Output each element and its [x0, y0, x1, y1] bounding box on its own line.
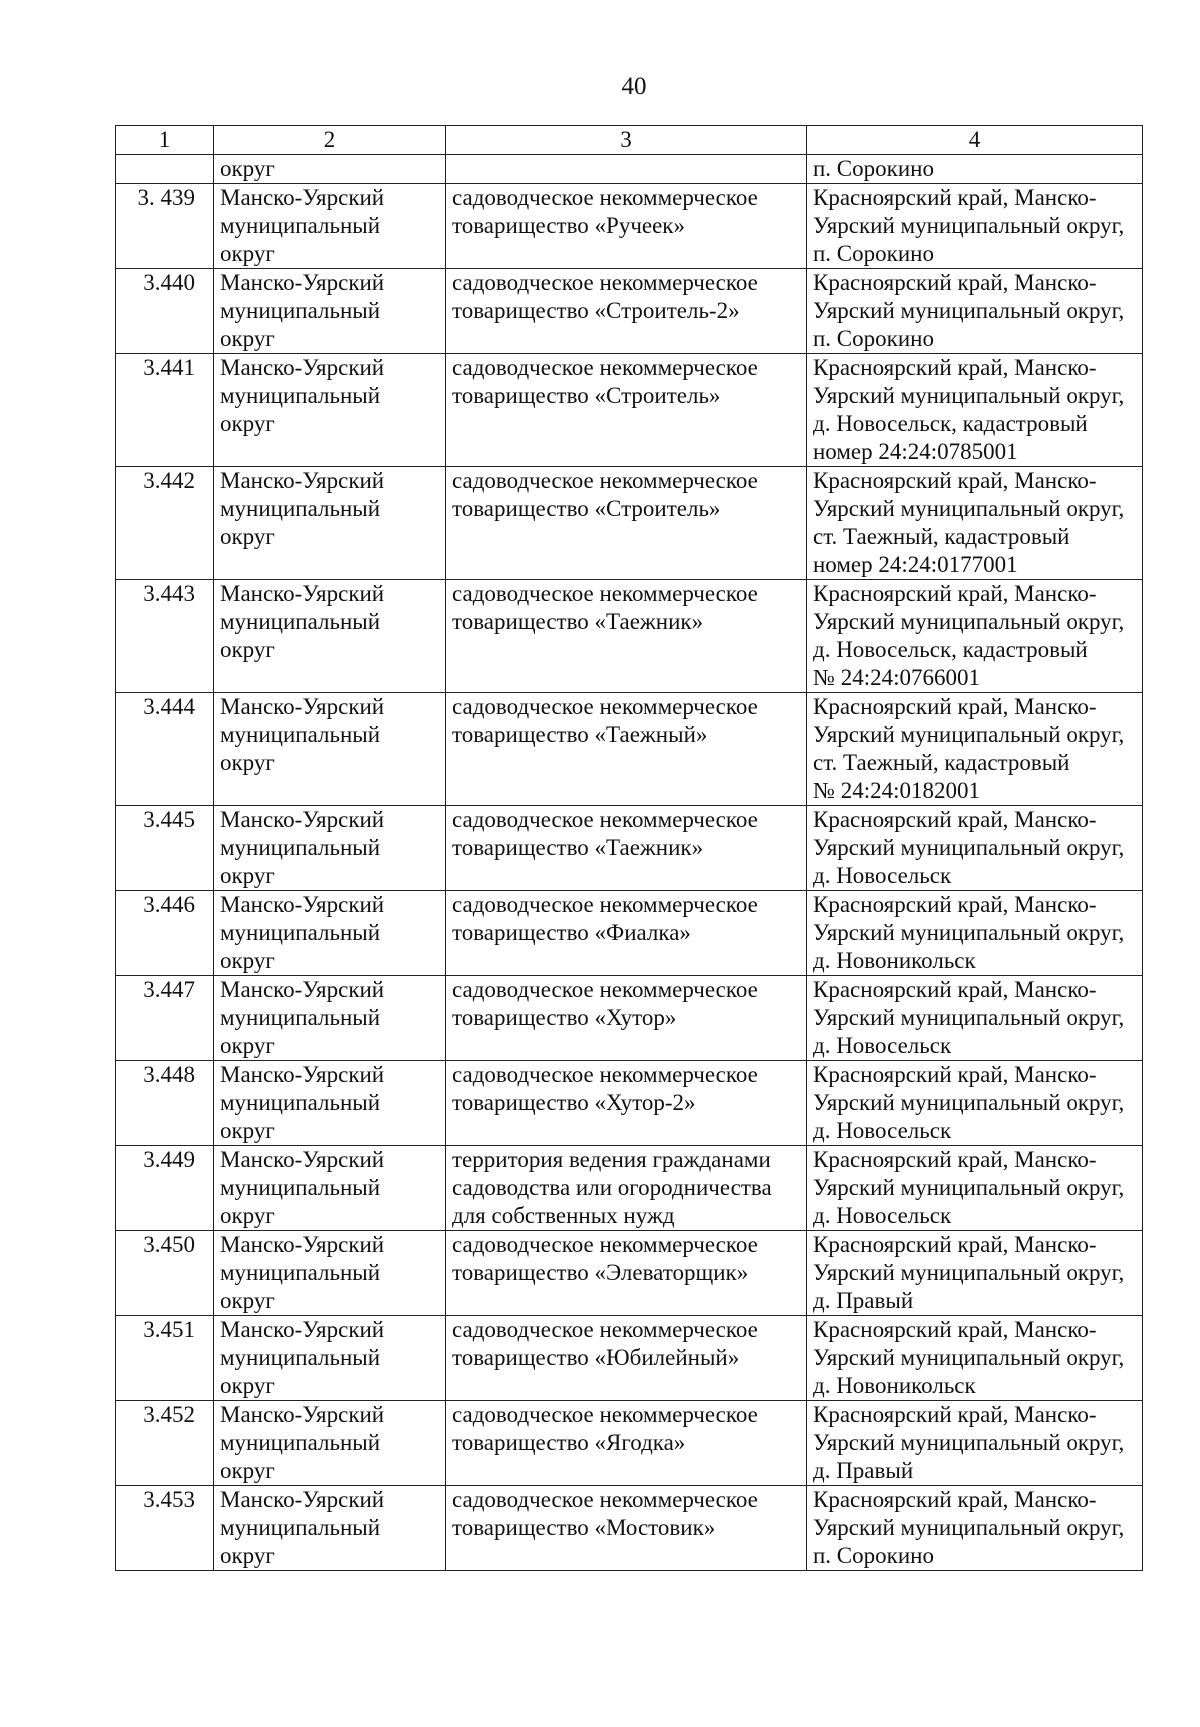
cell-number: 3.444	[116, 693, 214, 806]
cell-name: территория ведения гражданами садоводства или огородничества для собственных нужд	[446, 1146, 807, 1231]
cell-address: Красноярский край, Манско- Уярский муниципальный округ, д. Правый	[807, 1231, 1143, 1316]
cell-district: Манско-Уярский муниципальный округ	[214, 1486, 446, 1571]
cell-number: 3.452	[116, 1401, 214, 1486]
cell-address: Красноярский край, Манско- Уярский муниципальный округ, д. Новосельск	[807, 1146, 1143, 1231]
table-body	[116, 155, 1143, 1571]
cell-address: Красноярский край, Манско- Уярский муниципальный округ, ст. Таежный, кадастровый № 24:24:0182001	[807, 693, 1143, 806]
cell-district: Манско-Уярский муниципальный округ	[214, 1231, 446, 1316]
cell-district: Манско-Уярский муниципальный округ	[214, 1316, 446, 1401]
cell-district: Манско-Уярский муниципальный округ	[214, 269, 446, 354]
cell-number: 3.447	[116, 976, 214, 1061]
cell-name: садоводческое некоммерческое товарищество «Таежник»	[446, 806, 807, 891]
table-row	[116, 891, 1143, 976]
cell-district: Манско-Уярский муниципальный округ	[214, 693, 446, 806]
table-row	[116, 354, 1143, 467]
table-row	[116, 1231, 1143, 1316]
cell-name: садоводческое некоммерческое товарищество «Ручеек»	[446, 184, 807, 269]
cell-name: садоводческое некоммерческое товарищество «Хутор-2»	[446, 1061, 807, 1146]
cell-address: Красноярский край, Манско- Уярский муниципальный округ, ст. Таежный, кадастровый номер 24:24:0177001	[807, 467, 1143, 580]
cell-address: п. Сорокино	[807, 155, 1143, 184]
cell-district: Манско-Уярский муниципальный округ	[214, 354, 446, 467]
cell-address: Красноярский край, Манско- Уярский муниципальный округ, д. Новоникольск	[807, 1316, 1143, 1401]
cell-name: садоводческое некоммерческое товарищество «Строитель-2»	[446, 269, 807, 354]
cell-district: округ	[214, 155, 446, 184]
cell-district: Манско-Уярский муниципальный округ	[214, 467, 446, 580]
table-header	[116, 126, 1143, 155]
registry-table	[115, 125, 1143, 1571]
table-row	[116, 806, 1143, 891]
cell-name: садоводческое некоммерческое товарищество «Хутор»	[446, 976, 807, 1061]
cell-number: 3.443	[116, 580, 214, 693]
table-row	[116, 467, 1143, 580]
cell-district: Манско-Уярский муниципальный округ	[214, 976, 446, 1061]
cell-district: Манско-Уярский муниципальный округ	[214, 580, 446, 693]
cell-number: 3.448	[116, 1061, 214, 1146]
cell-address: Красноярский край, Манско- Уярский муниципальный округ, п. Сорокино	[807, 269, 1143, 354]
cell-name	[446, 155, 807, 184]
cell-number: 3.446	[116, 891, 214, 976]
cell-name: садоводческое некоммерческое товарищество «Юбилейный»	[446, 1316, 807, 1401]
header-col-1: 1	[116, 126, 214, 155]
table-row	[116, 269, 1143, 354]
cell-district: Манско-Уярский муниципальный округ	[214, 1146, 446, 1231]
table-row	[116, 1401, 1143, 1486]
cell-number: 3.451	[116, 1316, 214, 1401]
cell-district: Манско-Уярский муниципальный округ	[214, 1401, 446, 1486]
cell-name: садоводческое некоммерческое товарищество «Ягодка»	[446, 1401, 807, 1486]
cell-number: 3.450	[116, 1231, 214, 1316]
cell-district: Манско-Уярский муниципальный округ	[214, 184, 446, 269]
table-row	[116, 184, 1143, 269]
cell-name: садоводческое некоммерческое товарищество «Таежник»	[446, 580, 807, 693]
cell-number: 3.442	[116, 467, 214, 580]
cell-number: 3.453	[116, 1486, 214, 1571]
cell-name: садоводческое некоммерческое товарищество «Фиалка»	[446, 891, 807, 976]
table-row	[116, 1316, 1143, 1401]
continuation-row	[116, 155, 1143, 184]
table-row	[116, 580, 1143, 693]
table-row	[116, 1146, 1143, 1231]
header-col-4: 4	[807, 126, 1143, 155]
cell-address: Красноярский край, Манско- Уярский муниципальный округ, д. Новоникольск	[807, 891, 1143, 976]
cell-district: Манско-Уярский муниципальный округ	[214, 806, 446, 891]
cell-name: садоводческое некоммерческое товарищество «Строитель»	[446, 467, 807, 580]
table-row	[116, 693, 1143, 806]
cell-number: 3.441	[116, 354, 214, 467]
table-row	[116, 1061, 1143, 1146]
cell-address: Красноярский край, Манско- Уярский муниципальный округ, д. Правый	[807, 1401, 1143, 1486]
cell-address: Красноярский край, Манско- Уярский муниципальный округ, д. Новосельск, кадастровый номер 24:24:0785001	[807, 354, 1143, 467]
cell-name: садоводческое некоммерческое товарищество «Таежный»	[446, 693, 807, 806]
header-col-3: 3	[446, 126, 807, 155]
cell-number: 3. 439	[116, 184, 214, 269]
cell-name: садоводческое некоммерческое товарищество «Строитель»	[446, 354, 807, 467]
header-col-2: 2	[214, 126, 446, 155]
cell-address: Красноярский край, Манско- Уярский муниципальный округ, д. Новосельск	[807, 976, 1143, 1061]
table-row	[116, 1486, 1143, 1571]
table-row	[116, 976, 1143, 1061]
cell-address: Красноярский край, Манско- Уярский муниципальный округ, д. Новосельск, кадастровый № 24:24:0766001	[807, 580, 1143, 693]
cell-name: садоводческое некоммерческое товарищество «Мостовик»	[446, 1486, 807, 1571]
cell-address: Красноярский край, Манско- Уярский муниципальный округ, п. Сорокино	[807, 1486, 1143, 1571]
cell-address: Красноярский край, Манско- Уярский муниципальный округ, п. Сорокино	[807, 184, 1143, 269]
cell-address: Красноярский край, Манско- Уярский муниципальный округ, д. Новосельск	[807, 1061, 1143, 1146]
cell-name: садоводческое некоммерческое товарищество «Элеваторщик»	[446, 1231, 807, 1316]
header-row	[116, 126, 1143, 155]
page-number: 40	[621, 73, 647, 100]
cell-number	[116, 155, 214, 184]
cell-number: 3.440	[116, 269, 214, 354]
cell-district: Манско-Уярский муниципальный округ	[214, 891, 446, 976]
cell-number: 3.449	[116, 1146, 214, 1231]
cell-district: Манско-Уярский муниципальный округ	[214, 1061, 446, 1146]
cell-number: 3.445	[116, 806, 214, 891]
cell-address: Красноярский край, Манско- Уярский муниципальный округ, д. Новосельск	[807, 806, 1143, 891]
